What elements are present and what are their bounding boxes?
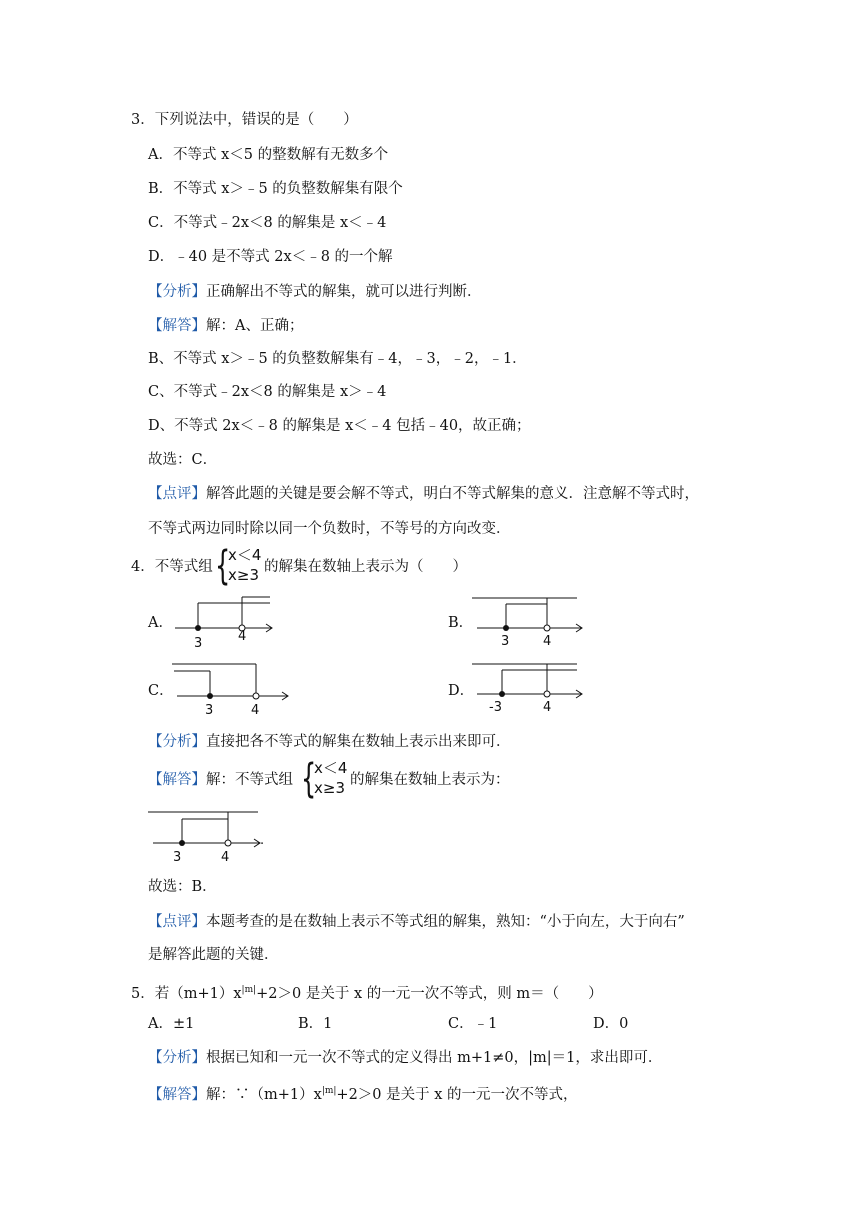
q4-analysis (148, 732, 511, 752)
answer-start: 解：∵（m+1）x (206, 1086, 322, 1103)
system-brace: { (301, 756, 317, 802)
tick-label-neg3: -3 (489, 700, 502, 715)
answer-text: 解：A、正确； (206, 318, 304, 334)
answer-text: 解：不等式组 (206, 772, 293, 788)
system-line-2: x≥3 (228, 566, 259, 584)
answer-rest: +2＞0 是关于 x 的一元一次不等式， (336, 1086, 578, 1103)
q3-answer-line-3: C、不等式﹣2x＜8 的解集是 x＞﹣4 (148, 384, 387, 400)
number-line-b (472, 595, 587, 650)
system-line-1: x＜4 (314, 759, 348, 777)
q4-option-d-label: D． (448, 683, 475, 699)
answer-tag: 【解答】 (148, 772, 206, 788)
q5-stem (131, 980, 603, 1004)
tick-label-4: 4 (238, 629, 247, 644)
q3-answer (148, 316, 303, 336)
q3-answer-line-4: D、不等式 2x＜﹣8 的解集是 x＜﹣4 包括﹣40，故正确； (148, 418, 531, 434)
q5-answer (148, 1081, 578, 1105)
exponent: |m| (241, 985, 257, 995)
comment-tag: 【点评】 (148, 914, 206, 930)
answer-suffix: 的解集在数轴上表示为： (350, 772, 510, 788)
comment-tag: 【点评】 (148, 486, 206, 502)
number-line-c (172, 661, 292, 716)
tick-label-3: 3 (501, 634, 510, 649)
analysis-text: 根据已知和一元一次不等式的定义得出 m+1≠0，|m|＝1，求出即可． (206, 1050, 663, 1066)
q3-analysis (148, 282, 482, 302)
answer-tag: 【解答】 (148, 318, 206, 334)
q4-comment-line-2: 是解答此题的关键． (148, 947, 279, 963)
tick-label-4: 4 (221, 850, 230, 865)
stem-rest: +2＞0 是关于 x 的一元一次不等式，则 m＝（ ） (256, 985, 603, 1002)
exponent: |m| (321, 1086, 337, 1096)
stem-start: 5．若（m+1）x (131, 985, 242, 1002)
analysis-text: 正确解出不等式的解集，就可以进行判断． (206, 284, 482, 300)
comment-text: 本题考查的是在数轴上表示不等式组的解集，熟知：“小于向左，大于向右” (206, 914, 685, 930)
number-line-d (472, 661, 587, 716)
q4-choice: 故选：B． (148, 879, 217, 895)
q3-stem: 3．下列说法中，错误的是（ ） (131, 112, 358, 128)
q3-option-c: C．不等式﹣2x＜8 的解集是 x＜﹣4 (148, 215, 387, 231)
q5-option-a: A．±1 (148, 1016, 195, 1032)
q3-answer-line-2: B、不等式 x＞﹣5 的负整数解集有﹣4，﹣3，﹣2，﹣1． (148, 351, 527, 367)
system-brace: { (215, 543, 231, 589)
q4-option-b-label: B． (448, 615, 474, 631)
trailing-period: . (260, 833, 265, 848)
analysis-tag: 【分析】 (148, 284, 206, 300)
tick-label-3: 3 (194, 636, 203, 651)
q4-stem-suffix: 的解集在数轴上表示为（ ） (264, 559, 467, 575)
q3-option-a: A．不等式 x＜5 的整数解有无数多个 (148, 147, 389, 163)
tick-label-3: 3 (205, 703, 214, 718)
tick-label-3: 3 (173, 850, 182, 865)
tick-label-4: 4 (251, 703, 260, 718)
q4-comment (148, 912, 685, 932)
comment-text: 解答此题的关键是要会解不等式，明白不等式解集的意义．注意解不等式时， (206, 486, 699, 502)
analysis-tag: 【分析】 (148, 734, 206, 750)
tick-label-4: 4 (543, 634, 552, 649)
answer-tag: 【解答】 (148, 1086, 206, 1103)
system-line-2: x≥3 (314, 779, 345, 797)
analysis-tag: 【分析】 (148, 1050, 206, 1066)
q3-option-d: D．﹣40 是不等式 2x＜﹣8 的一个解 (148, 249, 393, 265)
q4-stem-prefix: 4．不等式组 (131, 559, 213, 575)
q3-comment (148, 484, 699, 504)
analysis-text: 直接把各不等式的解集在数轴上表示出来即可． (206, 734, 511, 750)
number-line-answer (148, 808, 268, 863)
tick-label-4: 4 (543, 700, 552, 715)
q5-option-d: D．0 (593, 1016, 629, 1032)
system-line-1: x＜4 (228, 546, 262, 564)
q3-comment-line-2: 不等式两边同时除以同一个负数时，不等号的方向改变． (148, 521, 511, 537)
number-line-a (170, 595, 280, 650)
q4-answer (148, 770, 293, 790)
q4-option-a-label: A． (148, 615, 173, 631)
q4-option-c-label: C． (148, 683, 174, 699)
q5-option-c: C．﹣1 (448, 1016, 498, 1032)
q5-analysis (148, 1048, 662, 1068)
q5-option-b: B．1 (298, 1016, 333, 1032)
q3-option-b: B．不等式 x＞﹣5 的负整数解集有限个 (148, 181, 403, 197)
q3-choice: 故选：C． (148, 452, 218, 468)
